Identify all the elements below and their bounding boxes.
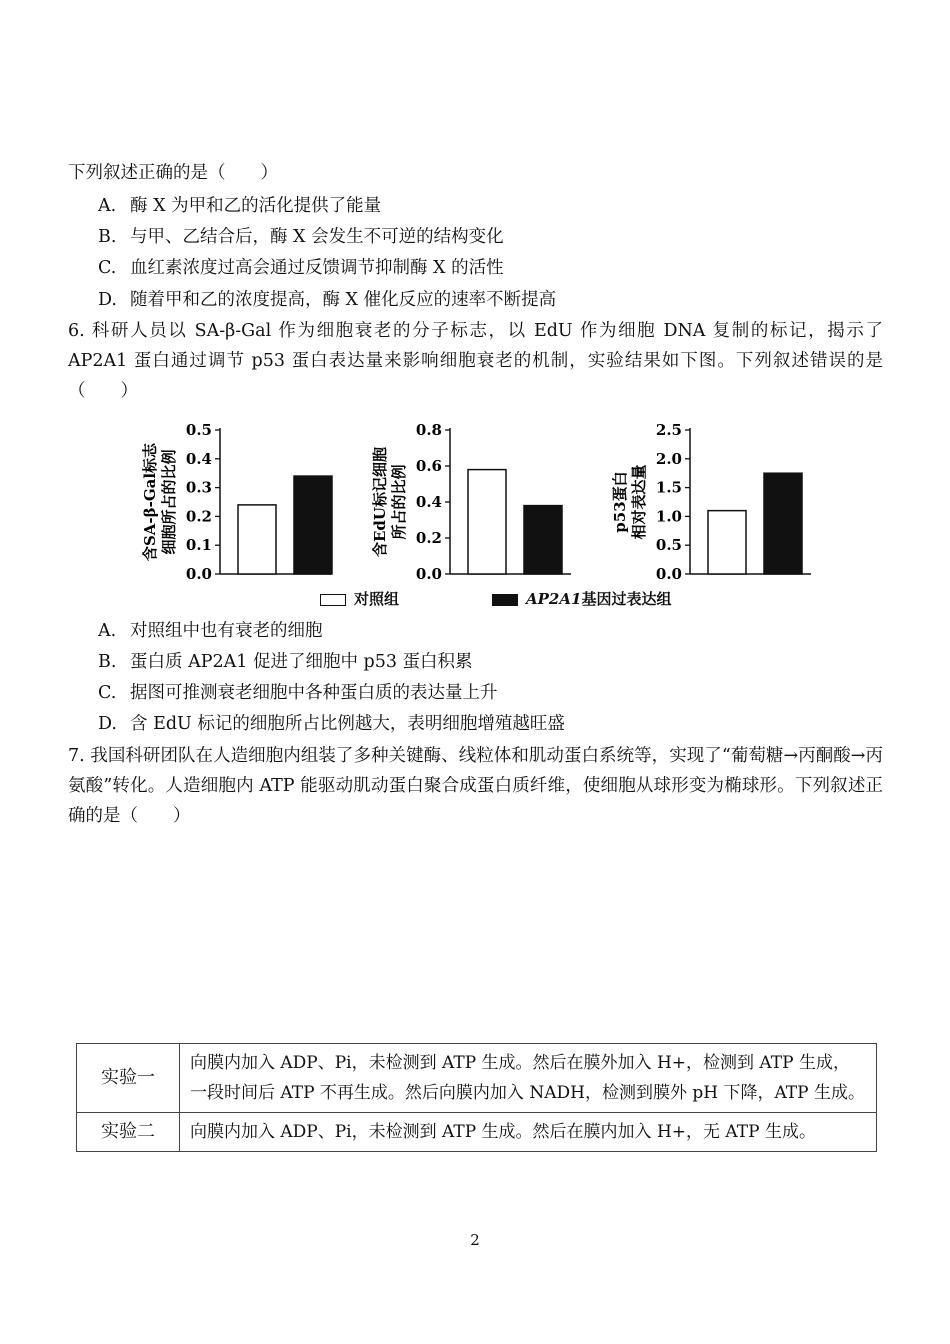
option-text: 随着甲和乙的浓度提高，酶 X 催化反应的速率不断提高 (130, 290, 557, 310)
chart-p53 (605, 418, 815, 586)
legend-control (320, 588, 399, 609)
table-row (77, 1113, 877, 1152)
tick-label: 0.4 (185, 449, 212, 468)
tick-label: 0.5 (185, 421, 212, 439)
experiment-2-label: 实验二 (77, 1113, 180, 1152)
bar-control (708, 511, 746, 574)
option-text: 与甲、乙结合后，酶 X 会发生不可逆的结构变化 (130, 227, 504, 247)
option-text: 含 EdU 标记的细胞所占比例越大，表明细胞增殖越旺盛 (130, 714, 565, 734)
chart-sa-beta-gal (135, 418, 335, 586)
tick-label: 0.3 (185, 478, 212, 497)
y-axis-label: p53蛋白 (611, 471, 629, 533)
option-label: C. (98, 258, 117, 278)
q6-stem: 6. 科研人员以 SA-β-Gal 作为细胞衰老的分子标志，以 EdU 作为细胞 DNA 复制的标记，揭示了 AP2A1 蛋白通过调节 p53 蛋白表达量来影响细胞衰老的机制，实验结果如下图。下列叙述错误的是（ ） (68, 321, 883, 401)
legend-overexpression-label: 基因过表达组 (581, 590, 672, 608)
y-axis-label: 细胞所占的比例 (160, 449, 178, 555)
q6-option-b (98, 651, 473, 673)
tick-label: 1.5 (655, 478, 682, 497)
bar-control (238, 505, 276, 574)
option-label: B. (98, 652, 117, 672)
tick-label: 1.0 (655, 507, 682, 526)
tick-label: 0.0 (185, 565, 212, 583)
tick-label: 2.0 (655, 449, 682, 468)
q5-option-c (98, 257, 504, 279)
option-label: D. (98, 290, 117, 310)
bar-overexpression (524, 506, 562, 574)
table-row (77, 1044, 877, 1113)
bar-overexpression (294, 476, 332, 574)
option-label: D. (98, 714, 117, 734)
tick-label: 0.0 (415, 565, 442, 583)
tick-label: 0.2 (415, 529, 442, 547)
tick-label: 0.5 (655, 536, 682, 555)
tick-label: 0.8 (415, 421, 442, 439)
option-text: 酶 X 为甲和乙的活化提供了能量 (130, 196, 382, 216)
tick-label: 0.2 (185, 507, 212, 526)
tick-label: 0.4 (415, 493, 442, 511)
q5-option-d (98, 289, 556, 311)
experiment-1-description: 向膜内加入 ADP、Pi，未检测到 ATP 生成。然后在膜外加入 H+，检测到 ATP 生成，一段时间后 ATP 不再生成。然后向膜内加入 NADH，检测到膜外 pH 下降，ATP 生成。 (180, 1044, 877, 1113)
tick-label: 0.1 (185, 536, 212, 555)
bar-overexpression (764, 473, 802, 574)
legend-control-label: 对照组 (354, 590, 400, 608)
legend-swatch-black (492, 594, 518, 606)
y-axis-label: 所占的比例 (390, 464, 408, 540)
q5-option-b (98, 226, 504, 248)
q5-option-a (98, 195, 381, 217)
q7-stem: 7. 我国科研团队在人造细胞内组装了多种关键酶、线粒体和肌动蛋白系统等，实现了“葡萄糖→丙酮酸→丙氨酸”转化。人造细胞内 ATP 能驱动肌动蛋白聚合成蛋白质纤维，使细胞从球形变为椭球形。下列叙述正确的是（ ） (68, 746, 883, 826)
y-axis-label: 含EdU标记细胞 (371, 446, 389, 558)
page-number: 2 (470, 1231, 480, 1249)
tick-label: 0.0 (655, 565, 682, 583)
legend-swatch-white (320, 594, 346, 606)
legend-overexpression (492, 588, 671, 609)
option-text: 对照组中也有衰老的细胞 (130, 621, 323, 641)
option-text: 蛋白质 AP2A1 促进了细胞中 p53 蛋白积累 (130, 652, 473, 672)
y-axis-label: 含SA-β-Gal标志 (141, 442, 159, 562)
tick-label: 2.5 (655, 421, 682, 439)
option-text: 血红素浓度过高会通过反馈调节抑制酶 X 的活性 (130, 258, 504, 278)
experiment-1-label: 实验一 (77, 1044, 180, 1113)
q6-option-a (98, 620, 323, 642)
chart-edu (365, 418, 575, 586)
option-label: A. (98, 621, 117, 641)
option-label: B. (98, 227, 117, 247)
tick-label: 0.6 (415, 457, 442, 475)
bar-control (468, 470, 506, 574)
option-label: A. (98, 196, 117, 216)
experiment-table (76, 1043, 877, 1152)
q6-option-c (98, 682, 498, 704)
y-axis-label: 相对表达量 (630, 464, 648, 540)
q6-option-d (98, 713, 565, 735)
legend-gene-name: AP2A1 (526, 590, 582, 608)
q5-stem: 下列叙述正确的是（ ） (68, 163, 278, 183)
option-label: C. (98, 683, 117, 703)
option-text: 据图可推测衰老细胞中各种蛋白质的表达量上升 (130, 683, 498, 703)
experiment-2-description: 向膜内加入 ADP、Pi，未检测到 ATP 生成。然后在膜内加入 H+，无 ATP 生成。 (180, 1113, 877, 1152)
